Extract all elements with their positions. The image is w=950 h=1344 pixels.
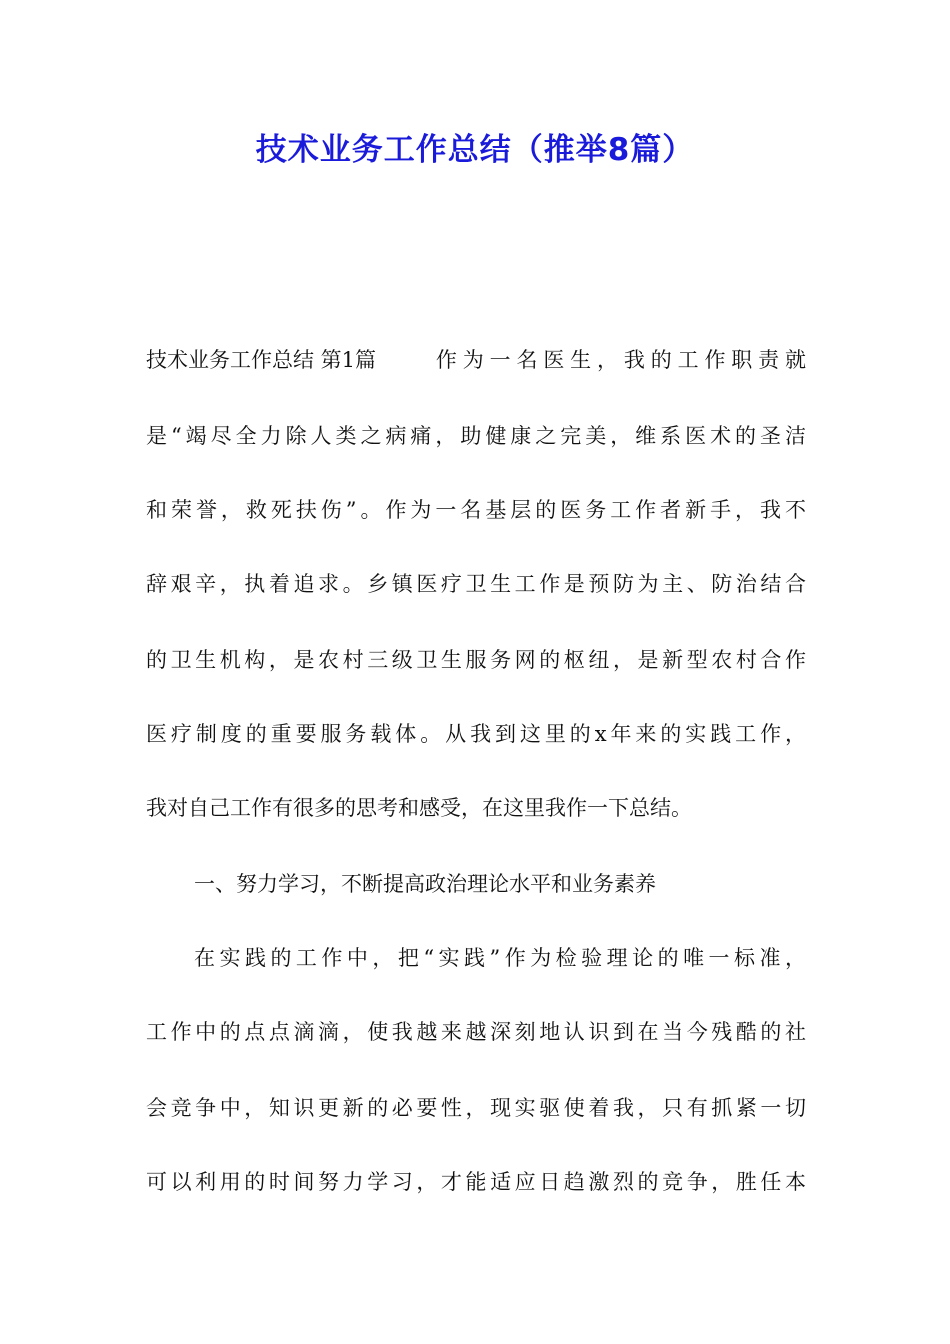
paragraph-line: 工作中的点点滴滴，使我越来越深刻地认识到在当今残酷的社 (146, 1020, 806, 1044)
subsection-heading: 一、努力学习，不断提高政治理论水平和业务素养 (194, 872, 656, 896)
paragraph-line: 辞艰辛，执着追求。乡镇医疗卫生工作是预防为主、防治结合 (146, 572, 806, 596)
paragraph-line (146, 340, 806, 380)
paragraph-line: 医疗制度的重要服务载体。从我到这里的x年来的实践工作， (146, 722, 806, 746)
paragraph-line: 在实践的工作中，把“实践”作为检验理论的唯一标准， (194, 946, 806, 970)
paragraph-line: 是“竭尽全力除人类之病痛，助健康之完美，维系医术的圣洁 (146, 424, 806, 448)
paragraph-line: 和荣誉，救死扶伤”。作为一名基层的医务工作者新手，我不 (146, 498, 806, 522)
paragraph-line: 可以利用的时间努力学习，才能适应日趋激烈的竞争，胜任本 (146, 1170, 806, 1194)
section-heading: 技术业务工作总结 第1篇 (146, 348, 377, 372)
paragraph-line: 我对自己工作有很多的思考和感受，在这里我作一下总结。 (146, 796, 692, 820)
paragraph-line: 会竞争中，知识更新的必要性，现实驱使着我，只有抓紧一切 (146, 1096, 806, 1120)
paragraph-line: 的卫生机构，是农村三级卫生服务网的枢纽，是新型农村合作 (146, 648, 806, 672)
document-title: 技术业务工作总结（推举8篇） (255, 132, 695, 168)
line-text: 作为一名医生，我的工作职责就 (430, 348, 806, 372)
